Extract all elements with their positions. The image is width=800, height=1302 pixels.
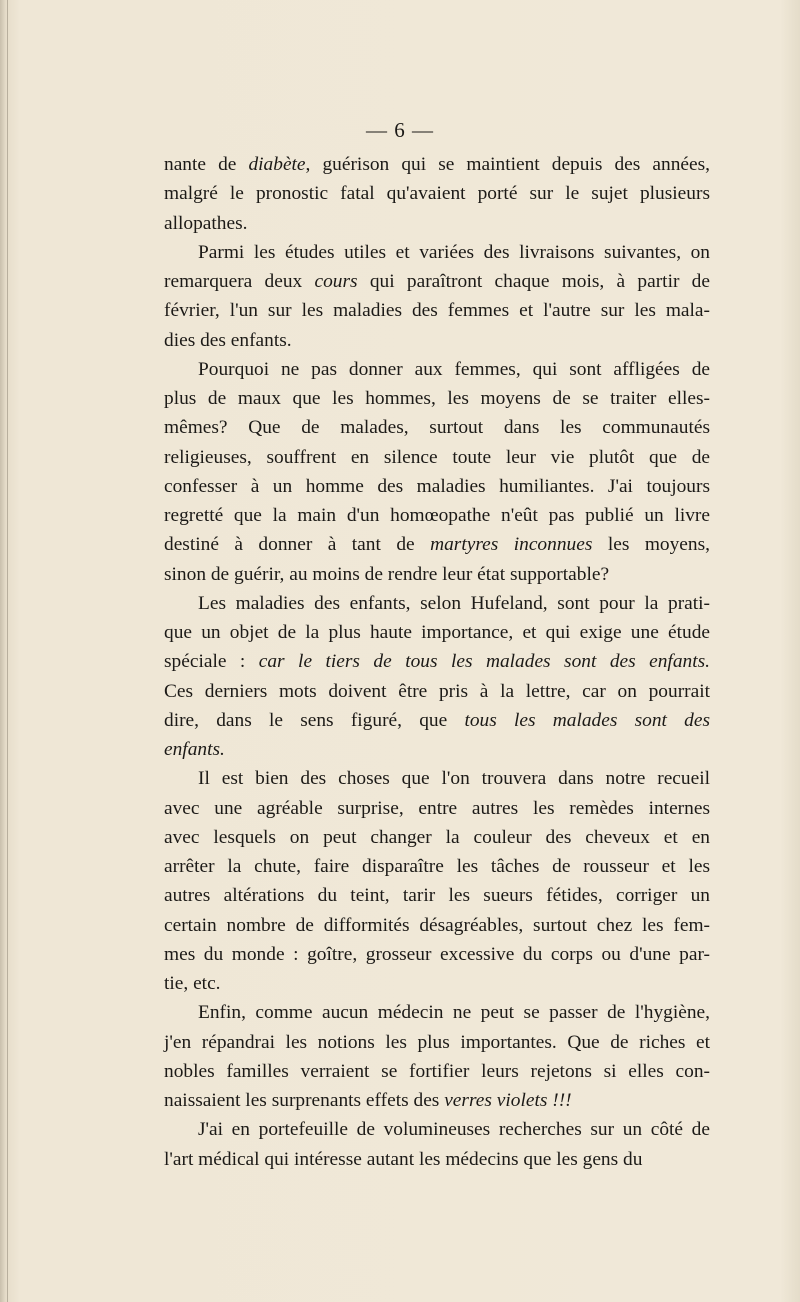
text-line — [164, 560, 710, 589]
text-line — [164, 1028, 710, 1057]
page-binding-edge — [7, 0, 8, 1302]
text-line — [164, 998, 710, 1027]
italic-text: martyres inconnues — [430, 534, 593, 556]
text-run: Ces derniers mots doivent être pris à la lettre, car on pourrait — [164, 680, 710, 702]
text-line — [164, 413, 710, 442]
text-run: J'ai en portefeuille de volumineuses recherches sur un côté de — [198, 1119, 710, 1141]
text-run: Parmi les études utiles et variées des livraisons suivantes, on — [198, 241, 710, 263]
text-run: l'art médical qui intéresse autant les médecins que les gens du — [164, 1148, 643, 1170]
text-line — [164, 969, 710, 998]
italic-text: car le tiers de tous les malades sont des enfants. — [258, 651, 710, 673]
paragraph — [164, 1115, 710, 1174]
text-run: avec lesquels on peut changer la couleur des cheveux et en — [164, 826, 710, 848]
text-line — [164, 238, 710, 267]
text-line — [164, 794, 710, 823]
text-line — [164, 384, 710, 413]
text-run: dies des enfants. — [164, 329, 292, 351]
text-run: confesser à un homme des maladies humiliantes. J'ai toujours — [164, 475, 710, 497]
text-line — [164, 852, 710, 881]
text-line — [164, 296, 710, 325]
text-line — [164, 1145, 710, 1174]
paragraph — [164, 998, 710, 1115]
text-line — [164, 1057, 710, 1086]
text-run: destiné à donner à tant de — [164, 534, 431, 556]
text-line — [164, 209, 710, 238]
text-line — [164, 150, 710, 179]
text-line — [164, 1086, 710, 1115]
text-run: remarquera deux — [164, 271, 315, 292]
text-run: arrêter la chute, faire disparaître les tâches de rousseur et les — [164, 856, 710, 877]
body-text — [164, 150, 710, 1174]
paragraph — [164, 355, 710, 589]
text-line — [164, 823, 710, 852]
paragraph — [164, 589, 710, 765]
text-run: naissaient les surprenants effets des — [164, 1090, 445, 1111]
italic-text: diabète — [248, 154, 306, 175]
text-run: qui paraîtront chaque mois, à partir de — [357, 271, 710, 292]
text-run: sinon de guérir, au moins de rendre leur état supportable? — [164, 563, 610, 585]
text-run: mes du monde : goître, grosseur excessive du corps ou d'une par- — [164, 943, 710, 965]
text-line — [164, 326, 710, 355]
italic-text: enfants. — [164, 739, 225, 760]
text-run: Les maladies des enfants, selon Hufeland, sont pour la prati- — [198, 592, 710, 614]
italic-text: tous les malades sont des — [464, 709, 711, 731]
text-line — [164, 911, 710, 940]
text-run: j'en répandrai les notions les plus importantes. Que de riches et — [164, 1031, 710, 1053]
text-run: regretté que la main d'un homœopathe n'eût pas publié un livre — [164, 505, 710, 526]
italic-text: cours — [314, 271, 358, 292]
text-run: Enfin, comme aucun médecin ne peut se passer de l'hygiène, — [198, 1002, 710, 1024]
text-line — [164, 179, 710, 208]
text-line — [164, 589, 710, 618]
text-run: Il est bien des choses que l'on trouvera dans notre recueil — [198, 768, 710, 790]
text-line — [164, 443, 710, 472]
text-run: allopathes. — [164, 212, 248, 234]
text-run: avec une agréable surprise, entre autres les remèdes internes — [164, 797, 710, 819]
text-line — [164, 940, 710, 969]
text-line — [164, 881, 710, 910]
text-line — [164, 267, 710, 296]
paragraph — [164, 764, 710, 998]
page-number: — 6 — — [366, 118, 434, 142]
text-run: religieuses, souffrent en silence toute leur vie plutôt que de — [164, 446, 710, 468]
text-run: plus de maux que les hommes, les moyens de se traiter elles- — [164, 388, 710, 409]
text-run: dire, dans le sens figuré, que — [164, 709, 465, 731]
text-line — [164, 677, 710, 706]
text-run: Pourquoi ne pas donner aux femmes, qui sont affligées de — [198, 358, 710, 380]
text-run: les moyens, — [592, 534, 710, 556]
text-line — [164, 1115, 710, 1144]
text-run: , guérison qui se maintient depuis des années, — [305, 154, 710, 175]
paragraph — [164, 238, 710, 355]
text-line — [164, 530, 710, 559]
text-run: mêmes? Que de malades, surtout dans les communautés — [164, 417, 710, 439]
italic-text: verres violets !!! — [444, 1090, 572, 1111]
text-line — [164, 735, 710, 764]
text-run: autres altérations du teint, tarir les sueurs fétides, corriger un — [164, 885, 710, 907]
text-line — [164, 647, 710, 676]
text-line — [164, 472, 710, 501]
paragraph — [164, 150, 710, 238]
text-run: certain nombre de difformités désagréables, surtout chez les fem- — [164, 914, 710, 936]
text-run: malgré le pronostic fatal qu'avaient porté sur le sujet plusieurs — [164, 183, 710, 205]
text-run: nante de — [164, 154, 249, 175]
text-line — [164, 764, 710, 793]
text-run: que un objet de la plus haute importance, et qui exige une étude — [164, 622, 710, 643]
text-run: nobles familles verraient se fortifier leurs rejetons si elles con- — [164, 1060, 710, 1082]
text-run: tie, etc. — [164, 973, 221, 994]
text-line — [164, 501, 710, 530]
text-line — [164, 618, 710, 647]
text-run: février, l'un sur les maladies des femmes et l'autre sur les mala- — [164, 300, 710, 322]
text-line — [164, 355, 710, 384]
text-run: spéciale : — [164, 651, 259, 673]
text-line — [164, 706, 710, 735]
